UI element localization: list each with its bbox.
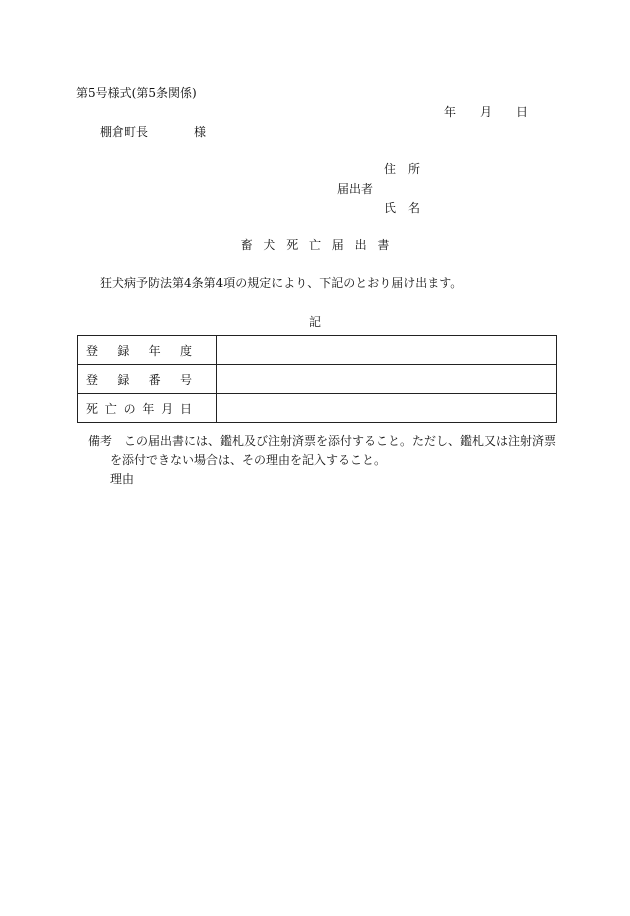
table-row xyxy=(78,336,557,365)
label-char: 号 xyxy=(179,372,192,387)
date-month: 月 xyxy=(480,105,493,119)
death-date-field[interactable] xyxy=(217,394,557,423)
date-year: 年 xyxy=(444,105,457,119)
label-char: 年 xyxy=(148,343,161,358)
name-label: 氏 名 xyxy=(384,201,421,215)
addressee-mayor: 棚倉町長 xyxy=(100,125,149,139)
date-day: 日 xyxy=(516,105,529,119)
label-char: 番 xyxy=(148,372,161,387)
remarks-text-1: この届出書には、鑑札及び注射済票を添付すること。ただし、鑑札又は注射済票 xyxy=(124,434,557,448)
remarks-line-2: を添付できない場合は、その理由を記入すること。 xyxy=(110,453,387,467)
label-char: 月 xyxy=(161,401,174,416)
row-label-registration-year xyxy=(78,336,217,365)
label-char: 録 xyxy=(117,343,130,358)
address-label: 住 所 xyxy=(384,162,421,176)
table-row xyxy=(78,394,557,423)
table-row xyxy=(78,365,557,394)
label-char: 亡 xyxy=(104,401,117,416)
label-char: 登 xyxy=(86,372,99,387)
notifier-label: 届出者 xyxy=(337,182,374,196)
date-line xyxy=(444,103,528,120)
label-char: 度 xyxy=(179,343,192,358)
remarks-head: 備考 xyxy=(88,434,113,448)
ki-heading: 記 xyxy=(308,315,321,329)
reason-label: 理由 xyxy=(110,472,135,486)
addressee xyxy=(100,123,206,140)
document-title: 畜犬死亡届出書 xyxy=(240,238,401,252)
row-label-registration-number xyxy=(78,365,217,394)
label-char: 日 xyxy=(179,401,192,416)
registration-year-field[interactable] xyxy=(217,336,557,365)
label-char: 年 xyxy=(142,401,155,416)
registration-number-field[interactable] xyxy=(217,365,557,394)
body-text: 狂犬病予防法第4条第4項の規定により、下記のとおり届け出ます。 xyxy=(100,276,463,290)
addressee-honorific: 様 xyxy=(194,125,207,139)
label-char: 死 xyxy=(86,401,99,416)
label-char: 登 xyxy=(86,343,99,358)
remarks-line-1 xyxy=(88,432,556,449)
label-char: 録 xyxy=(117,372,130,387)
row-label-death-date xyxy=(78,394,217,423)
label-char: の xyxy=(123,401,136,416)
registration-table xyxy=(77,335,557,423)
form-number: 第5号様式(第5条関係) xyxy=(76,86,197,100)
